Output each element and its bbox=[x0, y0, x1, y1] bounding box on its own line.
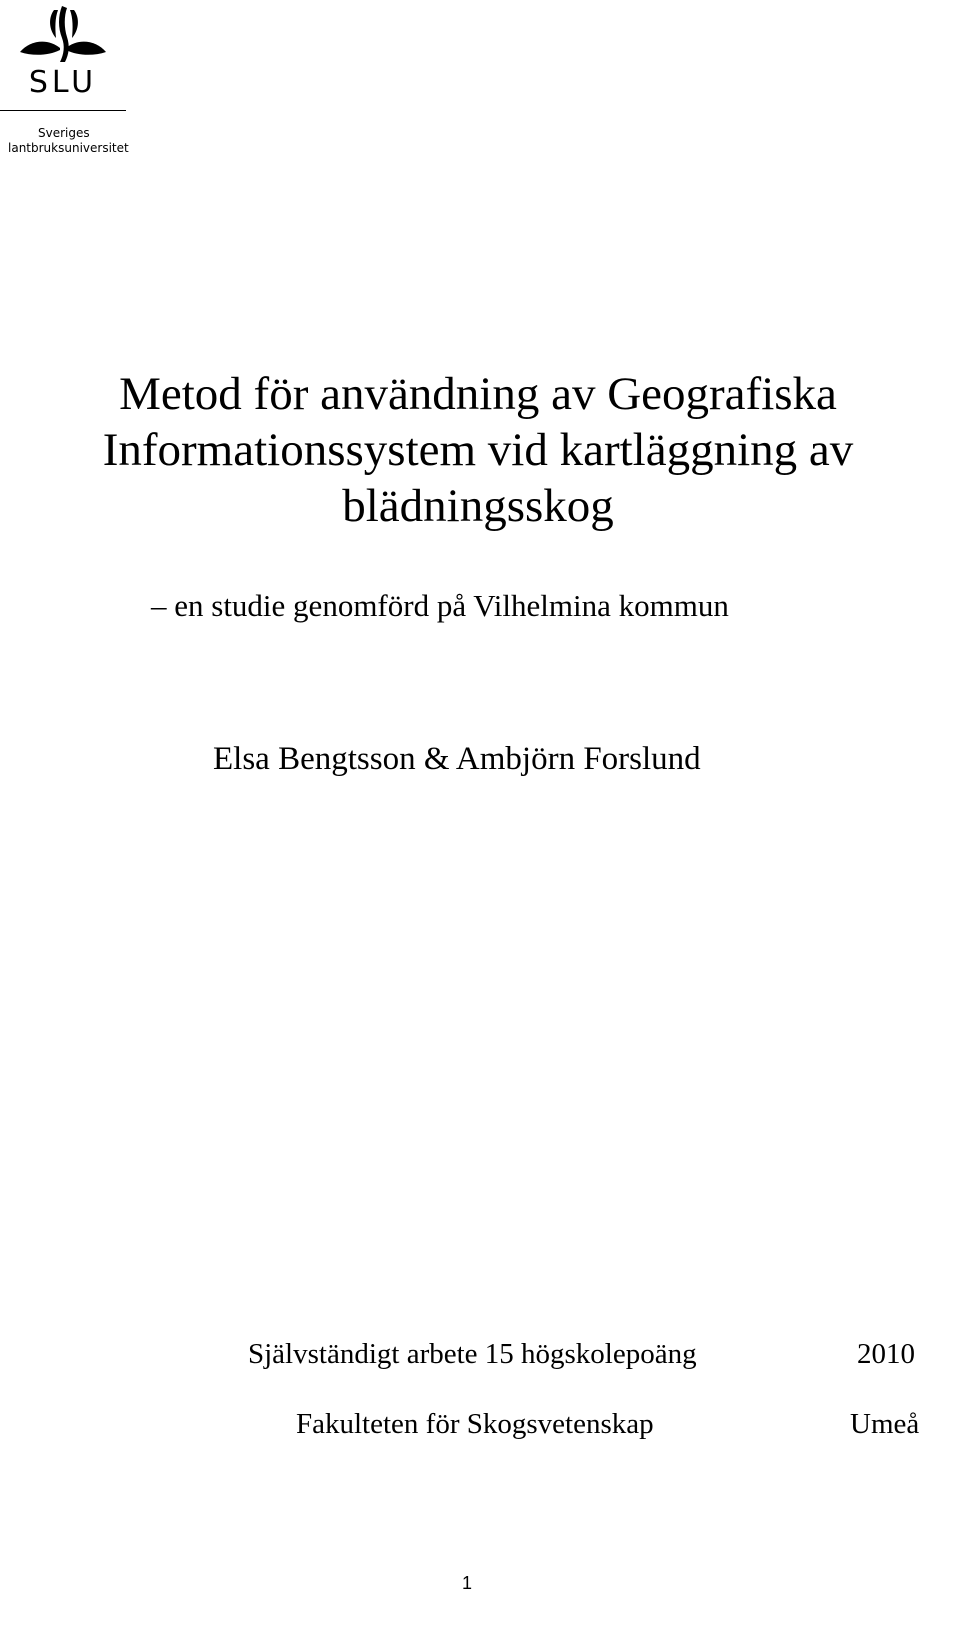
work-type: Självständigt arbete 15 högskolepoäng bbox=[248, 1338, 697, 1370]
slu-plant-logo-icon bbox=[18, 4, 108, 66]
title-line-3: blädningsskog bbox=[342, 480, 614, 532]
document-subtitle: – en studie genomförd på Vilhelmina kommun bbox=[151, 588, 729, 623]
university-logo bbox=[0, 0, 130, 160]
authors: Elsa Bengtsson & Ambjörn Forslund bbox=[213, 741, 701, 777]
logo-divider bbox=[0, 110, 126, 111]
year: 2010 bbox=[857, 1338, 915, 1370]
document-title bbox=[0, 366, 956, 534]
city: Umeå bbox=[850, 1408, 920, 1440]
page-number: 1 bbox=[462, 1573, 473, 1593]
university-name-line2: lantbruksuniversitet bbox=[8, 141, 129, 155]
university-name bbox=[8, 126, 129, 156]
logo-acronym: SLU bbox=[28, 65, 98, 100]
faculty: Fakulteten för Skogsvetenskap bbox=[296, 1408, 654, 1440]
university-name-line1: Sveriges bbox=[38, 126, 90, 140]
title-line-1: Metod för användning av Geografiska bbox=[119, 368, 837, 420]
title-line-2: Informationssystem vid kartläggning av bbox=[102, 424, 854, 476]
